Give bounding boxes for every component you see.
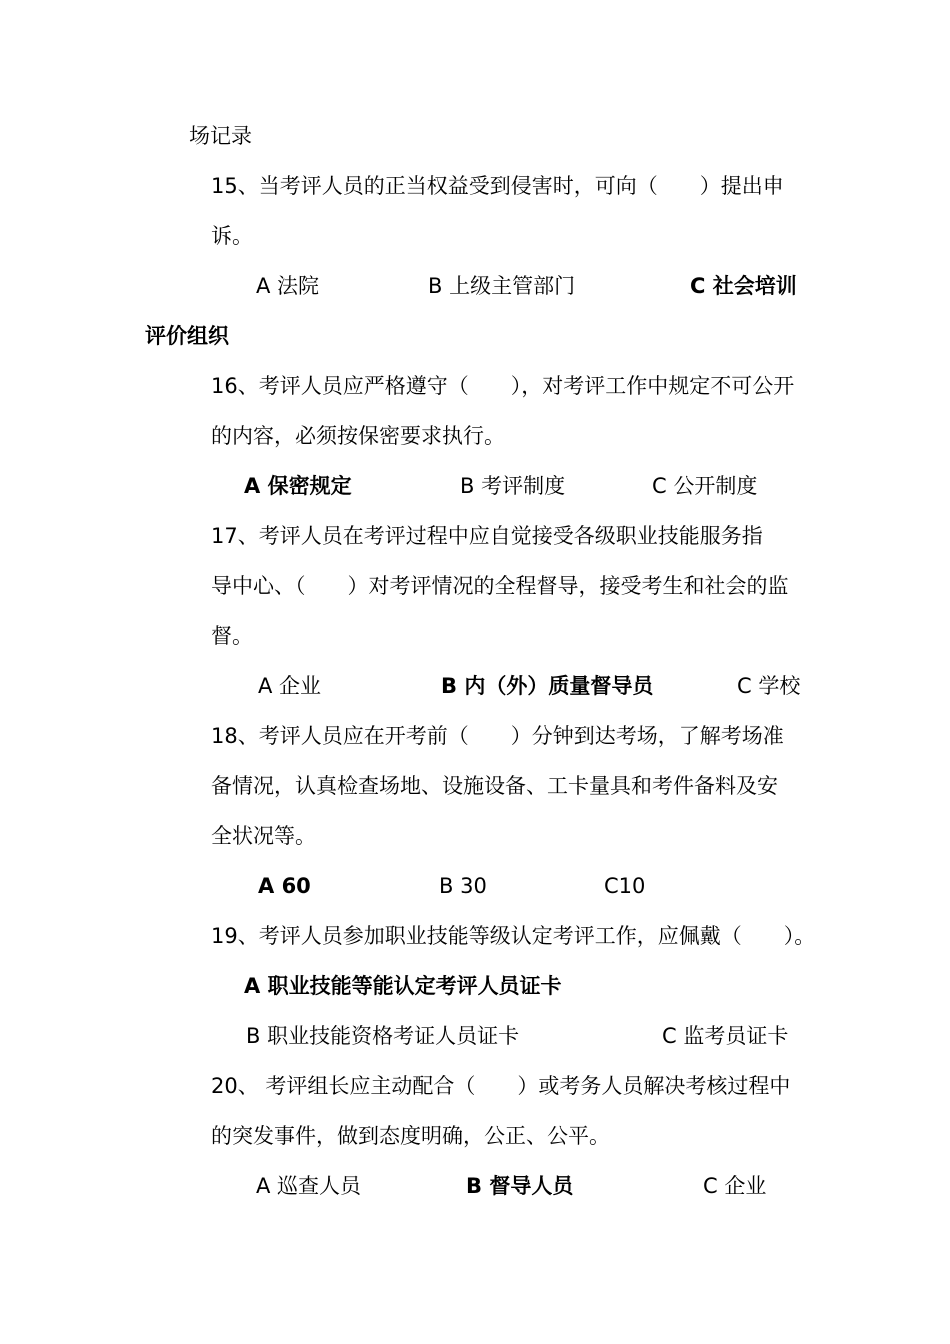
question-15-option-b: B 上级主管部门 [428, 274, 576, 298]
question-15-option-a: A 法院 [256, 274, 320, 298]
question-16-option-c: C 公开制度 [652, 474, 758, 498]
question-17-line-1: 17、考评人员在考评过程中应自觉接受各级职业技能服务指 [211, 524, 763, 548]
question-17-option-c: C 学校 [737, 674, 801, 698]
question-18-line-2: 备情况，认真检查场地、设施设备、工卡量具和考件备料及安 [211, 774, 778, 798]
question-19-option-c: C 监考员证卡 [662, 1024, 789, 1048]
question-19-option-a: A 职业技能等能认定考评人员证卡 [244, 974, 562, 998]
question-20-line-2: 的突发事件，做到态度明确，公正、公平。 [211, 1124, 610, 1148]
question-18-option-b: B 30 [439, 874, 487, 898]
question-20-option-a: A 巡查人员 [256, 1174, 362, 1198]
question-17-line-3: 督。 [211, 624, 253, 648]
question-17-line-2: 导中心、（ ）对考评情况的全程督导，接受考生和社会的监 [211, 574, 789, 598]
question-18-option-c: C10 [604, 874, 646, 898]
question-15-option-c: C 社会培训 [690, 274, 797, 298]
question-17-option-a: A 企业 [258, 674, 322, 698]
question-20-line-1: 20、 考评组长应主动配合（ ）或考务人员解决考核过程中 [211, 1074, 791, 1098]
question-18-line-1: 18、考评人员应在开考前（ ）分钟到达考场，了解考场准 [211, 724, 784, 748]
question-20-option-c: C 企业 [703, 1174, 767, 1198]
question-16-option-b: B 考评制度 [460, 474, 566, 498]
question-19-option-b: B 职业技能资格考证人员证卡 [246, 1024, 520, 1048]
question-16-option-a: A 保密规定 [244, 474, 352, 498]
question-19-line-1: 19、考评人员参加职业技能等级认定考评工作，应佩戴（ ）。 [211, 924, 816, 948]
question-15-line-2: 诉。 [211, 224, 253, 248]
question-16-line-2: 的内容，必须按保密要求执行。 [211, 424, 505, 448]
question-18-line-3: 全状况等。 [211, 824, 316, 848]
lead-fragment: 场记录 [189, 124, 252, 148]
question-18-option-a: A 60 [258, 874, 311, 898]
question-20-option-b: B 督导人员 [466, 1174, 574, 1198]
question-15-option-c-continued: 评价组织 [145, 324, 229, 348]
question-17-option-b: B 内（外）质量督导员 [441, 674, 654, 698]
question-15-line-1: 15、当考评人员的正当权益受到侵害时，可向（ ）提出申 [211, 174, 784, 198]
question-16-line-1: 16、考评人员应严格遵守（ ），对考评工作中规定不可公开 [211, 374, 795, 398]
